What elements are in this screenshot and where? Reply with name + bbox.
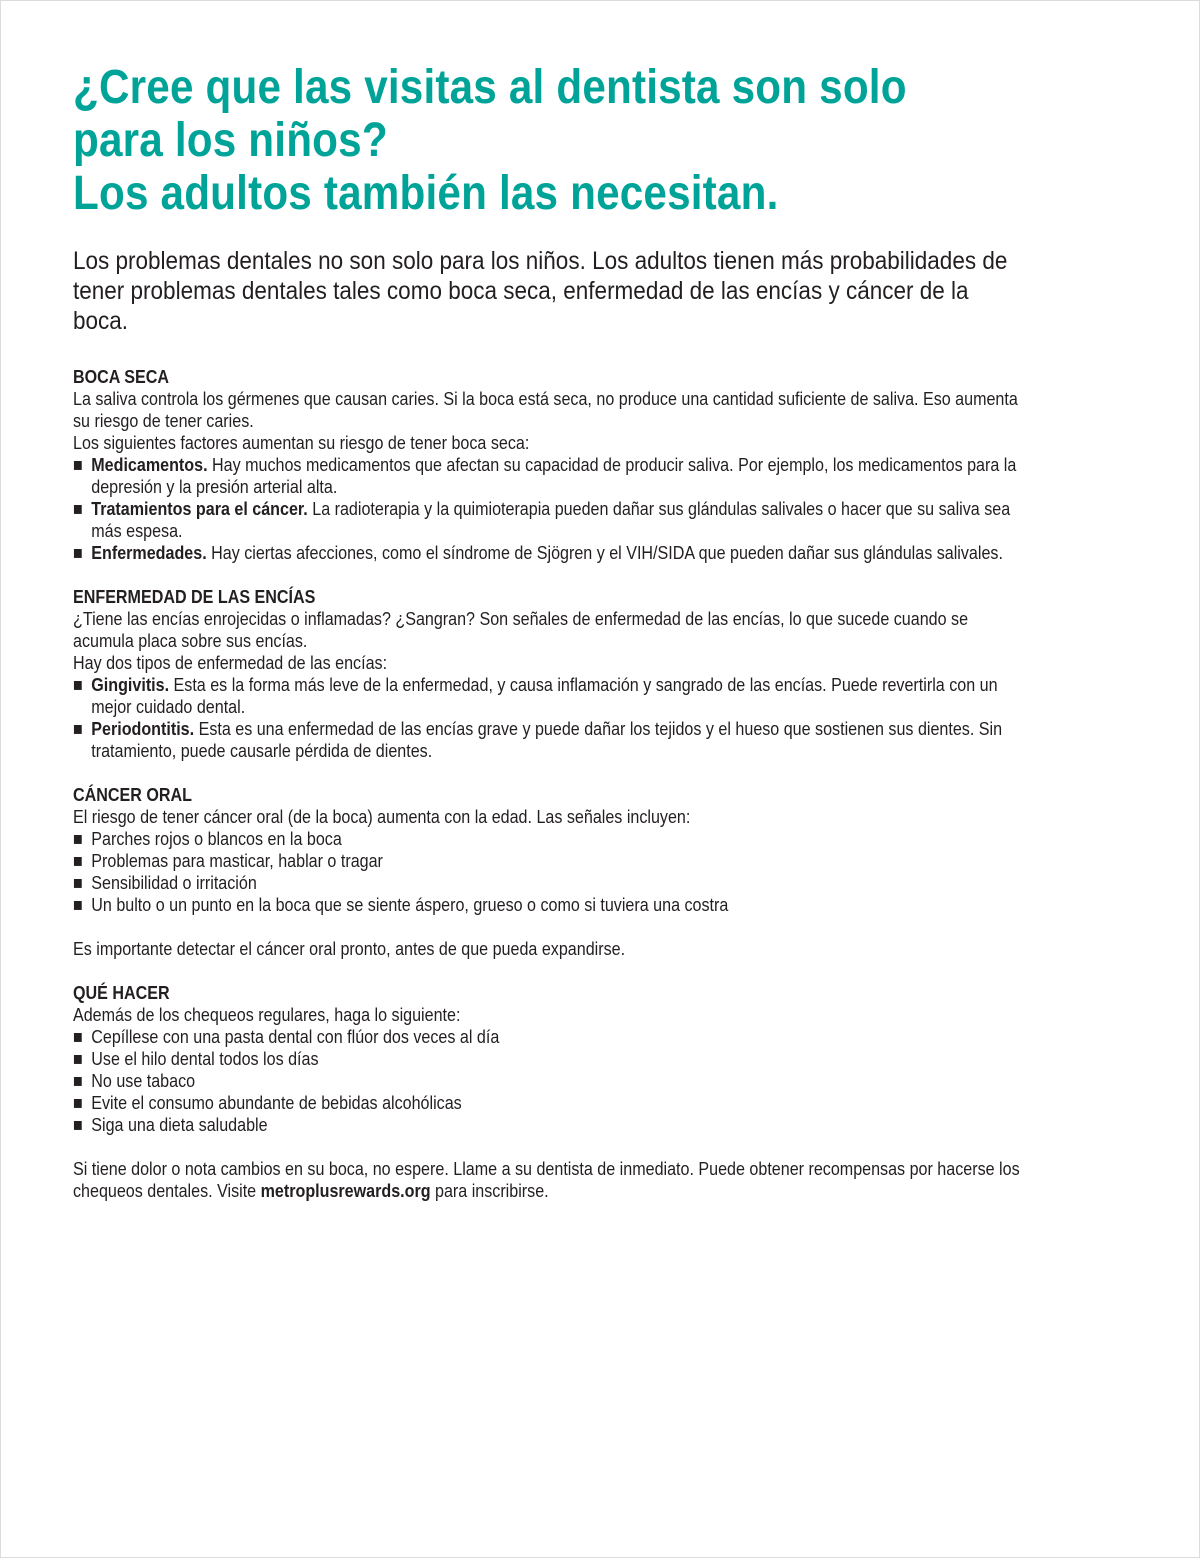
dry-mouth-list [73, 454, 1030, 564]
list-item [73, 850, 1030, 872]
square-bullet-icon: ■ [73, 1026, 83, 1047]
list-item-text: Parches rojos o blancos en la boca [91, 828, 342, 849]
title-line-3: Los adultos también las necesitan. [73, 167, 779, 220]
oral-cancer-list [73, 828, 1030, 916]
list-item [73, 894, 1030, 916]
section-dry-mouth [73, 366, 1030, 564]
section-heading-oral-cancer: CÁNCER ORAL [73, 784, 192, 805]
title-line-1: ¿Cree que las visitas al dentista son solo [73, 61, 907, 114]
list-item-text: Esta es la forma más leve de la enfermedad, y causa inflamación y sangrado de las encías. Puede revertirla con un mejor cuidado dental. [91, 674, 998, 717]
what-to-do-list [73, 1026, 1030, 1136]
list-item-text: Sensibilidad o irritación [91, 872, 257, 893]
list-item [73, 828, 1030, 850]
dry-mouth-paragraph-1: La saliva controla los gérmenes que causan caries. Si la boca está seca, no produce una cantidad suficiente de saliva. Eso aumenta su riesgo de tener caries. [73, 388, 1018, 431]
square-bullet-icon: ■ [73, 1070, 83, 1091]
square-bullet-icon: ■ [73, 674, 83, 695]
list-item [73, 674, 1030, 718]
list-item [73, 1048, 1030, 1070]
list-item-text: Esta es una enfermedad de las encías grave y puede dañar los tejidos y el hueso que sostienen sus dientes. Sin tratamiento, puede causarle pérdida de dientes. [91, 718, 1003, 761]
section-what-to-do [73, 982, 1030, 1202]
list-item-text: Hay muchos medicamentos que afectan su capacidad de producir saliva. Por ejemplo, los medicamentos para la depresión y la presión arterial alta. [91, 454, 1017, 497]
closing-text-after: para inscribirse. [430, 1180, 549, 1201]
square-bullet-icon: ■ [73, 872, 83, 893]
square-bullet-icon: ■ [73, 718, 83, 739]
gum-disease-list [73, 674, 1030, 762]
dry-mouth-paragraph-2: Los siguientes factores aumentan su riesgo de tener boca seca: [73, 432, 530, 453]
section-heading-what-to-do: QUÉ HACER [73, 982, 170, 1003]
list-item-text: Evite el consumo abundante de bebidas alcohólicas [91, 1092, 462, 1113]
body-content [73, 366, 1030, 1202]
rewards-link[interactable]: metroplusrewards.org [260, 1180, 431, 1201]
oral-cancer-closing: Es importante detectar el cáncer oral pronto, antes de que pueda expandirse. [73, 938, 626, 959]
what-to-do-paragraph-1: Además de los chequeos regulares, haga lo siguiente: [73, 1004, 461, 1025]
list-item-text: No use tabaco [91, 1070, 196, 1091]
title-line-2: para los niños? [73, 114, 388, 167]
list-item-text: Use el hilo dental todos los días [91, 1048, 319, 1069]
section-heading-gum-disease: ENFERMEDAD DE LAS ENCÍAS [73, 586, 316, 607]
square-bullet-icon: ■ [73, 894, 83, 915]
list-item-lead: Tratamientos para el cáncer. [91, 498, 308, 519]
list-item-lead: Enfermedades. [91, 542, 207, 563]
list-item-text: Siga una dieta saludable [91, 1114, 268, 1135]
list-item [73, 1026, 1030, 1048]
list-item-text: Hay ciertas afecciones, como el síndrome de Sjögren y el VIH/SIDA que pueden dañar sus glándulas salivales. [206, 542, 1003, 563]
square-bullet-icon: ■ [73, 1048, 83, 1069]
list-item-text: La radioterapia y la quimioterapia pueden dañar sus glándulas salivales o hacer que su saliva sea más espesa. [91, 498, 1011, 541]
list-item-text: Cepíllese con una pasta dental con flúor dos veces al día [91, 1026, 500, 1047]
list-item [73, 542, 1030, 564]
square-bullet-icon: ■ [73, 828, 83, 849]
intro-paragraph: Los problemas dentales no son solo para los niños. Los adultos tienen más probabilidades de tener problemas dentales tales como boca seca, enfermedad de las encías y cáncer de la boca. [73, 247, 1008, 335]
what-to-do-closing [73, 1158, 1030, 1202]
list-item [73, 454, 1030, 498]
square-bullet-icon: ■ [73, 1092, 83, 1113]
page-title [73, 61, 1041, 220]
list-item [73, 1070, 1030, 1092]
list-item [73, 718, 1030, 762]
section-heading-dry-mouth: BOCA SECA [73, 366, 169, 387]
list-item [73, 1092, 1030, 1114]
square-bullet-icon: ■ [73, 850, 83, 871]
gum-disease-paragraph-1: ¿Tiene las encías enrojecidas o inflamadas? ¿Sangran? Son señales de enfermedad de las encías, lo que sucede cuando se acumula placa sobre sus encías. [73, 608, 969, 651]
list-item-lead: Periodontitis. [91, 718, 195, 739]
gum-disease-paragraph-2: Hay dos tipos de enfermedad de las encías: [73, 652, 388, 673]
list-item-lead: Medicamentos. [91, 454, 208, 475]
section-oral-cancer [73, 784, 1030, 960]
closing-text-before: Si tiene dolor o nota cambios en su boca, no espere. Llame a su dentista de inmediato. Puede obtener recompensas por hacerse los chequeos dentales. Visite [73, 1158, 1020, 1201]
list-item [73, 872, 1030, 894]
list-item-text: Un bulto o un punto en la boca que se siente áspero, grueso o como si tuviera una costra [91, 894, 729, 915]
list-item [73, 498, 1030, 542]
list-item-lead: Gingivitis. [91, 674, 170, 695]
square-bullet-icon: ■ [73, 542, 83, 563]
square-bullet-icon: ■ [73, 1114, 83, 1135]
list-item [73, 1114, 1030, 1136]
section-gum-disease [73, 586, 1030, 762]
list-item-text: Problemas para masticar, hablar o tragar [91, 850, 383, 871]
square-bullet-icon: ■ [73, 454, 83, 475]
square-bullet-icon: ■ [73, 498, 83, 519]
oral-cancer-paragraph-1: El riesgo de tener cáncer oral (de la boca) aumenta con la edad. Las señales incluyen: [73, 806, 691, 827]
